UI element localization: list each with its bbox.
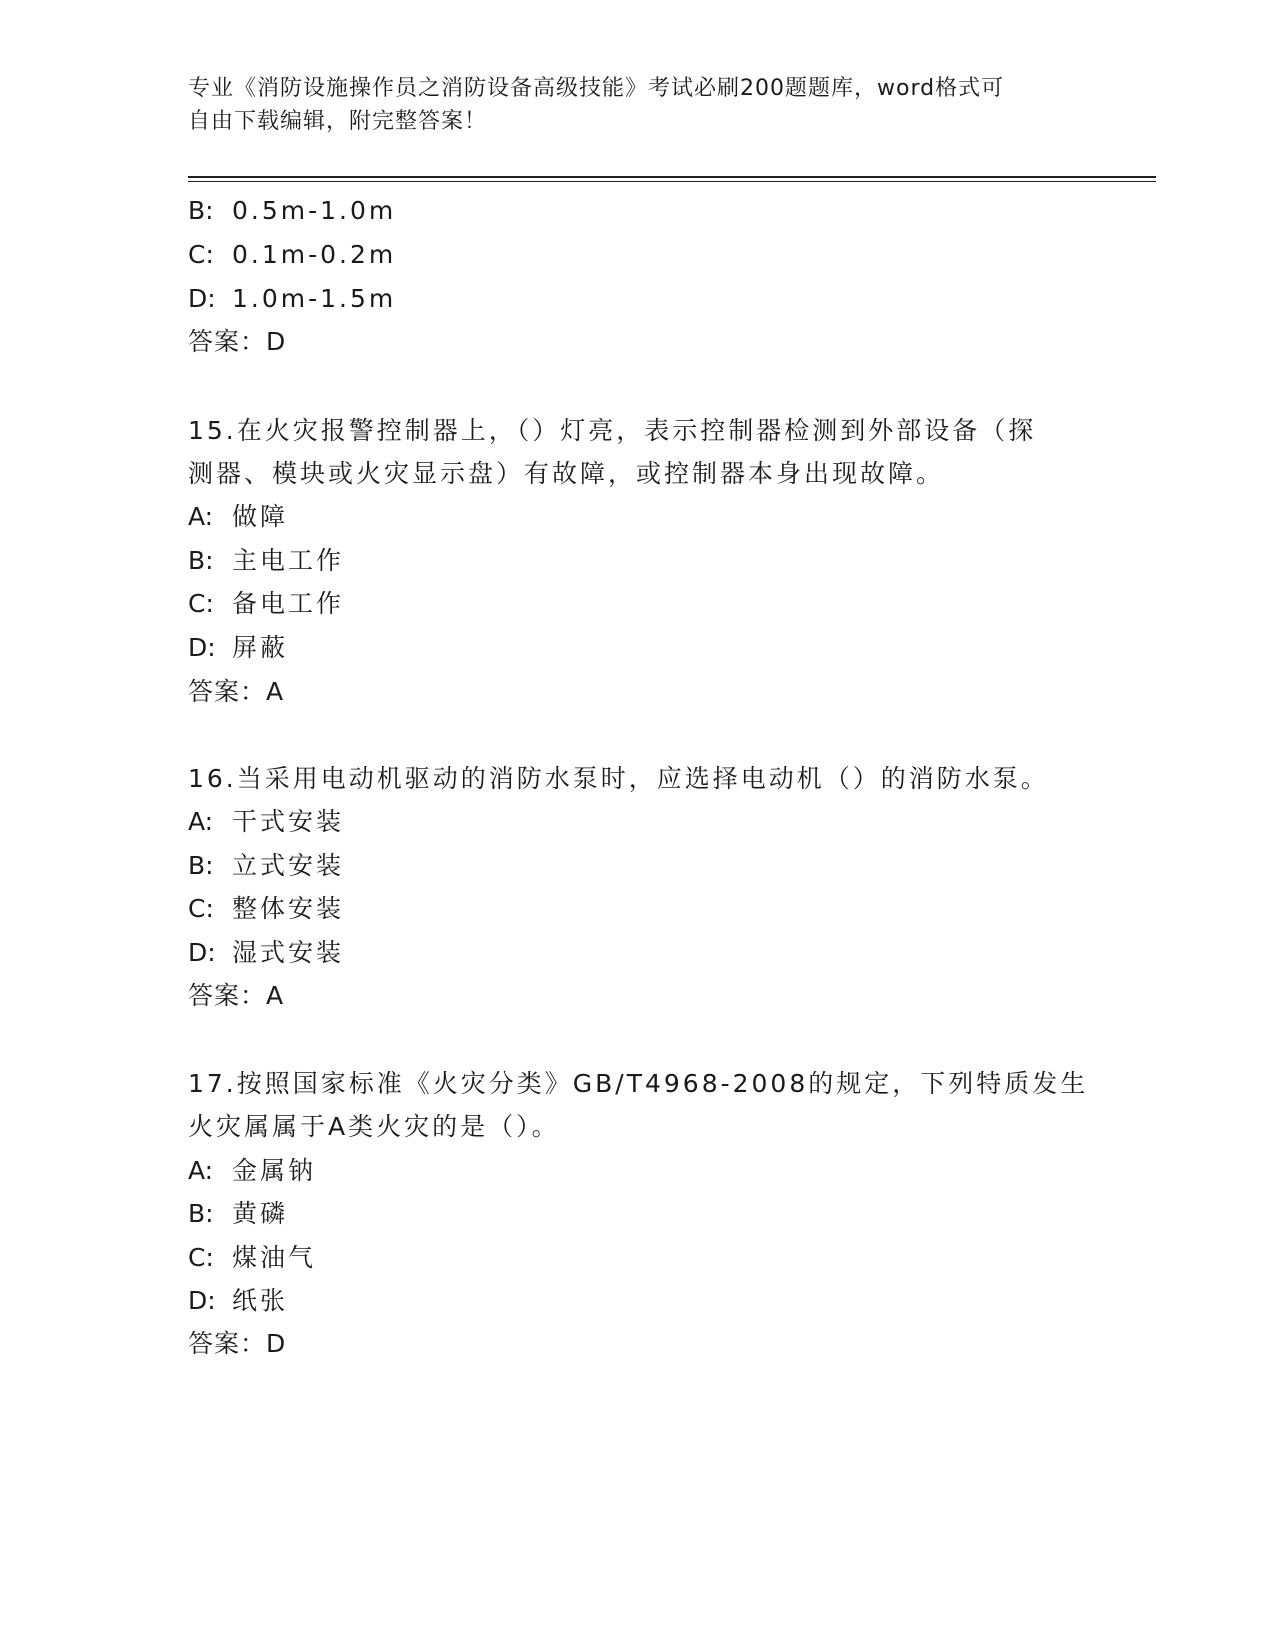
question-stem-line: 测器、模块或火灾显示盘）有故障，或控制器本身出现故障。 xyxy=(188,459,945,488)
option-letter: A: xyxy=(188,807,214,836)
document-header xyxy=(188,72,1068,138)
option-c xyxy=(188,589,344,619)
option-letter: D: xyxy=(188,633,216,662)
answer-line: 答案：D xyxy=(188,327,287,356)
option-letter: B: xyxy=(188,196,214,225)
option-letter: B: xyxy=(188,546,214,575)
option-letter: B: xyxy=(188,1199,214,1228)
header-divider-thick xyxy=(188,176,1156,178)
header-line-2: 自由下载编辑，附完整答案！ xyxy=(188,109,488,134)
option-text: 干式安装 xyxy=(232,807,345,836)
option-text: 纸张 xyxy=(232,1286,289,1315)
option-text: 1.0m-1.5m xyxy=(232,284,397,313)
option-letter: D: xyxy=(188,938,216,967)
option-text: 黄磷 xyxy=(232,1199,289,1228)
question-stem-line: 16.当采用电动机驱动的消防水泵时，应选择电动机（）的消防水泵。 xyxy=(188,764,1049,793)
header-divider-thin xyxy=(188,181,1156,182)
option-letter: B: xyxy=(188,851,214,880)
option-text: 0.1m-0.2m xyxy=(232,240,397,269)
option-text: 立式安装 xyxy=(232,851,345,880)
answer-line: 答案：A xyxy=(188,677,285,706)
option-text: 备电工作 xyxy=(232,589,345,618)
option-text: 屏蔽 xyxy=(232,633,289,662)
question-stem-line: 15.在火灾报警控制器上，（）灯亮，表示控制器检测到外部设备（探 xyxy=(188,416,1037,445)
option-c xyxy=(188,1243,316,1273)
option-d xyxy=(188,938,344,968)
question-stem-line: 火灾属属于A类火灾的是（）。 xyxy=(188,1112,560,1141)
option-letter: C: xyxy=(188,589,214,618)
header-line-1: 专业《消防设施操作员之消防设备高级技能》考试必刷200题题库，word格式可 xyxy=(188,76,1005,101)
option-text: 湿式安装 xyxy=(232,938,345,967)
option-a xyxy=(188,502,288,532)
answer-line: 答案：A xyxy=(188,981,285,1010)
option-text: 煤油气 xyxy=(232,1243,317,1272)
option-d xyxy=(188,284,396,314)
option-b xyxy=(188,1199,288,1229)
option-a xyxy=(188,1156,316,1186)
option-letter: C: xyxy=(188,1243,214,1272)
option-b xyxy=(188,546,344,576)
question-stem-line: 17.按照国家标准《火灾分类》GB/T4968-2008的规定，下列特质发生 xyxy=(188,1069,1089,1098)
option-text: 整体安装 xyxy=(232,894,345,923)
option-letter: C: xyxy=(188,894,214,923)
option-text: 主电工作 xyxy=(232,546,345,575)
option-text: 做障 xyxy=(232,502,289,531)
option-letter: D: xyxy=(188,1286,216,1315)
option-letter: A: xyxy=(188,1156,214,1185)
option-letter: C: xyxy=(188,240,214,269)
option-c xyxy=(188,240,396,270)
option-letter: A: xyxy=(188,502,214,531)
option-letter: D: xyxy=(188,284,216,313)
option-text: 0.5m-1.0m xyxy=(232,196,397,225)
option-c xyxy=(188,894,344,924)
answer-line: 答案：D xyxy=(188,1329,287,1358)
option-b xyxy=(188,196,396,226)
option-text: 金属钠 xyxy=(232,1156,317,1185)
option-d xyxy=(188,633,288,663)
option-b xyxy=(188,851,344,881)
option-a xyxy=(188,807,344,837)
option-d xyxy=(188,1286,288,1316)
